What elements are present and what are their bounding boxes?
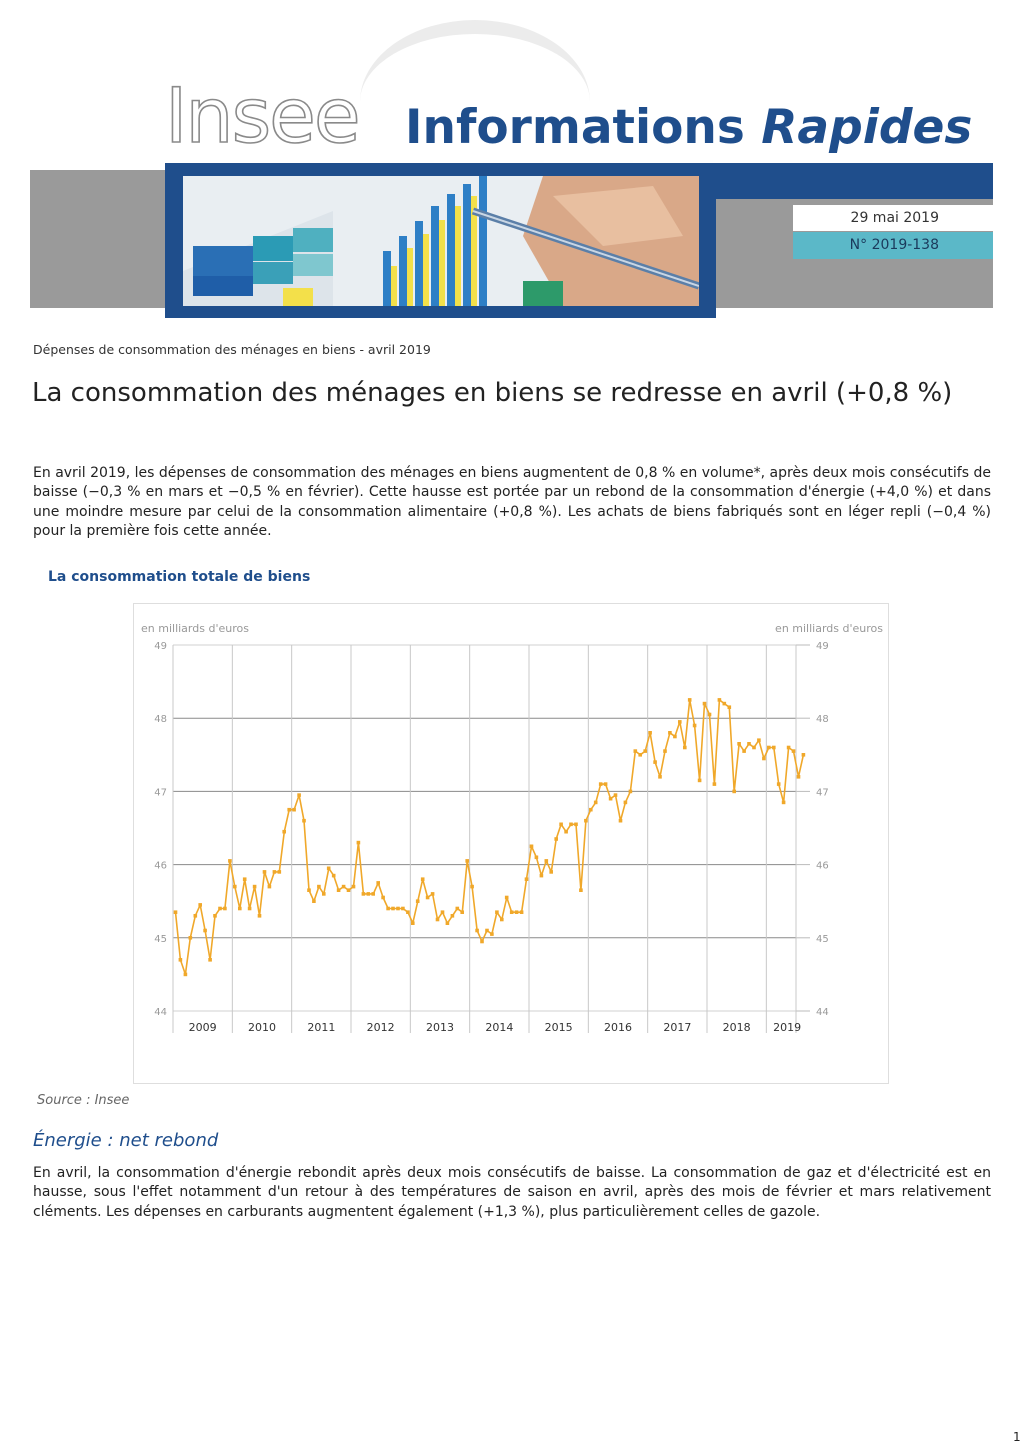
data-point bbox=[332, 874, 336, 878]
data-point bbox=[376, 881, 380, 885]
y-tick-label-right: 45 bbox=[816, 933, 829, 945]
data-point bbox=[510, 910, 514, 914]
figure-title: La consommation totale de biens bbox=[48, 569, 311, 585]
data-point bbox=[243, 877, 247, 881]
data-point bbox=[688, 698, 692, 702]
y-tick-label-right: 49 bbox=[816, 641, 829, 652]
data-point bbox=[629, 790, 633, 794]
data-point bbox=[802, 753, 806, 757]
data-point bbox=[475, 929, 479, 933]
data-point bbox=[752, 746, 756, 750]
y-tick-label-left: 47 bbox=[154, 787, 167, 799]
data-point bbox=[352, 885, 356, 889]
data-point bbox=[194, 914, 198, 918]
data-point bbox=[317, 885, 321, 889]
data-point bbox=[579, 888, 583, 892]
x-tick-label: 2016 bbox=[604, 1021, 632, 1034]
kicker: Dépenses de consommation des ménages en biens - avril 2019 bbox=[33, 342, 431, 357]
data-point bbox=[604, 782, 608, 786]
data-point bbox=[772, 746, 776, 750]
data-point bbox=[747, 742, 751, 746]
data-point bbox=[460, 910, 464, 914]
data-point bbox=[208, 958, 212, 962]
data-point bbox=[292, 808, 296, 812]
data-point bbox=[564, 830, 568, 834]
y-tick-label-right: 47 bbox=[816, 787, 829, 799]
data-point bbox=[554, 837, 558, 841]
data-point bbox=[569, 823, 573, 827]
data-point bbox=[742, 749, 746, 753]
data-point bbox=[520, 910, 524, 914]
data-point bbox=[732, 790, 736, 794]
data-point bbox=[723, 702, 727, 706]
x-tick-label: 2013 bbox=[426, 1021, 454, 1034]
data-point bbox=[297, 793, 301, 797]
data-point bbox=[549, 870, 553, 874]
data-point bbox=[223, 907, 227, 911]
data-point bbox=[263, 870, 267, 874]
data-point bbox=[540, 874, 544, 878]
data-point bbox=[495, 910, 499, 914]
data-point bbox=[268, 885, 272, 889]
data-point bbox=[648, 731, 652, 735]
data-point bbox=[371, 892, 375, 896]
data-point bbox=[228, 859, 232, 863]
data-point bbox=[441, 910, 445, 914]
publication-date: 29 mai 2019 bbox=[793, 205, 993, 231]
data-point bbox=[307, 888, 311, 892]
data-point bbox=[767, 746, 771, 750]
x-tick-label: 2017 bbox=[663, 1021, 692, 1034]
data-point bbox=[362, 892, 366, 896]
data-point bbox=[634, 749, 638, 753]
data-point bbox=[545, 859, 549, 863]
y-tick-label-right: 44 bbox=[816, 1007, 829, 1018]
section-title: Énergie : net rebond bbox=[33, 1130, 219, 1151]
data-point bbox=[500, 918, 504, 922]
data-point bbox=[426, 896, 430, 900]
data-point bbox=[584, 819, 588, 823]
data-point bbox=[574, 823, 578, 827]
x-tick-label: 2009 bbox=[188, 1021, 217, 1034]
data-point bbox=[737, 742, 741, 746]
data-point bbox=[505, 896, 509, 900]
data-point bbox=[302, 819, 306, 823]
data-point bbox=[396, 907, 400, 911]
data-point bbox=[273, 870, 277, 874]
data-point bbox=[638, 753, 642, 757]
data-point bbox=[312, 899, 316, 903]
data-point bbox=[490, 932, 494, 936]
data-point bbox=[456, 907, 460, 911]
data-point bbox=[282, 830, 286, 834]
data-point bbox=[777, 782, 781, 786]
data-point bbox=[411, 921, 415, 925]
data-point bbox=[401, 907, 405, 911]
data-point bbox=[406, 910, 410, 914]
data-point bbox=[792, 749, 796, 753]
data-point bbox=[258, 914, 262, 918]
data-point bbox=[663, 749, 667, 753]
data-point bbox=[728, 705, 732, 709]
insee-logo: Insee bbox=[165, 71, 359, 160]
data-point bbox=[233, 885, 237, 889]
y-tick-label-left: 46 bbox=[154, 860, 167, 872]
data-point bbox=[391, 907, 395, 911]
data-point bbox=[238, 907, 242, 911]
y-tick-label-left: 49 bbox=[154, 641, 167, 652]
page-number: 1 bbox=[1013, 1430, 1021, 1444]
data-point bbox=[386, 907, 390, 911]
data-point bbox=[337, 888, 341, 892]
y-tick-label-right: 46 bbox=[816, 860, 829, 872]
data-point bbox=[589, 808, 593, 812]
data-point bbox=[253, 885, 257, 889]
data-point bbox=[278, 870, 282, 874]
data-point bbox=[342, 885, 346, 889]
data-point bbox=[708, 713, 712, 717]
data-point bbox=[599, 782, 603, 786]
data-point bbox=[179, 958, 183, 962]
data-point bbox=[698, 779, 702, 783]
data-point bbox=[693, 724, 697, 728]
data-point bbox=[673, 735, 677, 739]
x-tick-label: 2012 bbox=[366, 1021, 395, 1034]
data-point bbox=[174, 910, 178, 914]
data-point bbox=[559, 823, 563, 827]
y-tick-label-right: 48 bbox=[816, 714, 829, 726]
data-point bbox=[465, 859, 469, 863]
data-point bbox=[446, 921, 450, 925]
data-point bbox=[485, 929, 489, 933]
data-point bbox=[624, 801, 628, 805]
data-point bbox=[203, 929, 207, 933]
x-tick-label: 2019 bbox=[773, 1021, 802, 1034]
intro-paragraph: En avril 2019, les dépenses de consommation des ménages en biens augmentent de 0,8 % en volume*, après deux mois consécutifs de baisse (−0,3 % en mars et −0,5 % en février). Cette hausse est portée par un rebond de la consommation d'énergie (+4,0 %) et dans une moindre mesure par celui de la consommation alimentaire (+0,8 %). Les achats de biens fabriqués sont en léger repli (−0,4 %) pour la première fois cette année. bbox=[33, 465, 991, 540]
data-point bbox=[470, 885, 474, 889]
data-point bbox=[480, 940, 484, 944]
data-point bbox=[718, 698, 722, 702]
data-point bbox=[436, 918, 440, 922]
x-tick-label: 2010 bbox=[248, 1021, 276, 1034]
x-tick-label: 2015 bbox=[544, 1021, 573, 1034]
data-point bbox=[643, 749, 647, 753]
data-point bbox=[218, 907, 222, 911]
x-tick-label: 2011 bbox=[307, 1021, 336, 1034]
data-point bbox=[713, 782, 717, 786]
data-point bbox=[535, 856, 539, 860]
data-point bbox=[678, 720, 682, 724]
x-tick-label: 2014 bbox=[485, 1021, 514, 1034]
figure-source: Source : Insee bbox=[37, 1093, 130, 1108]
data-point bbox=[658, 775, 662, 779]
data-point bbox=[594, 801, 598, 805]
header-photo-chart-image bbox=[183, 176, 699, 306]
data-point bbox=[189, 936, 193, 940]
data-point bbox=[367, 892, 371, 896]
data-point bbox=[357, 841, 361, 845]
data-point bbox=[703, 702, 707, 706]
y-axis-label-right: en milliards d'euros bbox=[775, 622, 883, 635]
publication-title: Informations Rapides bbox=[405, 100, 973, 155]
data-point bbox=[416, 899, 420, 903]
data-point bbox=[213, 914, 217, 918]
data-point bbox=[668, 731, 672, 735]
data-point bbox=[762, 757, 766, 761]
data-point bbox=[787, 746, 791, 750]
data-point bbox=[248, 907, 252, 911]
data-point bbox=[653, 760, 657, 764]
y-tick-label-left: 44 bbox=[154, 1007, 167, 1018]
section-paragraph: En avril, la consommation d'énergie rebondit après deux mois consécutifs de baisse. La consommation de gaz et d'électricité est en hausse, sous l'effet notamment d'un retour à des températures de saison en avril, après des mois de février et mars relativement cléments. Les dépenses en carburants augmentent également (+1,3 %), plus particulièrement celles de gazole. bbox=[33, 1165, 991, 1220]
headline: La consommation des ménages en biens se redresse en avril (+0,8 %) bbox=[32, 378, 953, 408]
data-point bbox=[347, 888, 351, 892]
publication-number: N° 2019-138 bbox=[793, 232, 993, 259]
series-line bbox=[176, 700, 804, 975]
data-point bbox=[619, 819, 623, 823]
data-point bbox=[683, 746, 687, 750]
data-point bbox=[184, 973, 188, 977]
line-chart bbox=[133, 603, 889, 1084]
data-point bbox=[327, 867, 331, 871]
data-point bbox=[797, 775, 801, 779]
data-point bbox=[530, 845, 534, 849]
data-point bbox=[609, 797, 613, 801]
data-point bbox=[431, 892, 435, 896]
data-point bbox=[381, 896, 385, 900]
data-point bbox=[614, 793, 618, 797]
y-tick-label-left: 48 bbox=[154, 714, 167, 726]
data-point bbox=[782, 801, 786, 805]
data-point bbox=[515, 910, 519, 914]
data-point bbox=[757, 738, 761, 742]
y-axis-label-left: en milliards d'euros bbox=[141, 622, 249, 635]
x-tick-label: 2018 bbox=[722, 1021, 751, 1034]
y-tick-label-left: 45 bbox=[154, 933, 167, 945]
data-point bbox=[322, 892, 326, 896]
data-point bbox=[525, 877, 529, 881]
data-point bbox=[198, 903, 202, 907]
data-point bbox=[287, 808, 291, 812]
data-point bbox=[451, 914, 455, 918]
data-point bbox=[421, 877, 425, 881]
